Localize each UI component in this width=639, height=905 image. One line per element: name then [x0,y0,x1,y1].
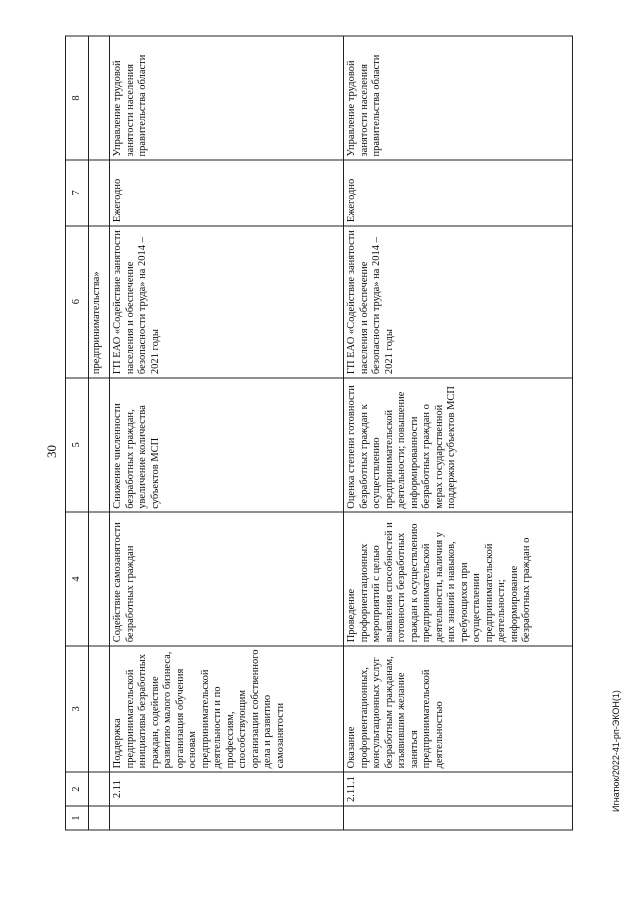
responsible: Управление трудовой занятости населения правительства области [110,36,344,160]
period: Ежегодно [110,160,344,226]
row-number: 2.11 [110,772,344,806]
table-row [110,36,344,830]
measure-content: Проведение профориентационных мероприятий с целью выявления способностей и готовности безработных граждан к осуществлению предпринимательской деятельности, наличия у них знаний и навыков, требующихся при осуществлении предпринимательской деятельности; информирование безработных граждан о [344,512,573,646]
period: Ежегодно [344,160,573,226]
cell [89,378,110,513]
header-col-2: 2 [66,772,89,806]
header-col-4: 4 [66,512,89,646]
row-cell-col1 [110,806,344,830]
measures-table-container [65,36,573,831]
measures-table [65,36,573,831]
measure-title: Оказание профориентационных, консультационных услуг безработным гражданам, изъявившим желание заняться предпринимательской деятельностью [344,646,573,772]
header-col-3: 3 [66,646,89,772]
continuation-row [89,36,110,830]
measure-title: Поддержка предпринимательской инициативы безработных граждан, содействие развитию малого бизнеса, организация обучения основам предпринимательской деятельности и по профессиям, способствующим организации собственного дела и развитию самозанятости [110,646,344,772]
table-row [344,36,573,830]
header-col-1: 1 [66,806,89,830]
cell [89,36,110,160]
funding-program: ГП ЕАО «Содействие занятости населения и обеспечение безопасности труда» на 2014 – 2021 годы [110,226,344,378]
cell [89,772,110,806]
responsible: Управление трудовой занятости населения правительства области [344,36,573,160]
cell [89,512,110,646]
cell [89,160,110,226]
expected-result: Снижение численности безработных граждан, увеличение количества субъектов МСП [110,378,344,513]
measure-content: Содействие самозанятости безработных граждан [110,512,344,646]
funding-program: ГП ЕАО «Содействие занятости населения и обеспечение безопасности труда» на 2014 – 2021 годы [344,226,573,378]
table-header-row [66,36,89,830]
page-number: 30 [44,445,59,459]
row-number: 2.11.1 [344,772,573,806]
document-footer-code: Игнатюк/2022-41-рп-ЭКОН(1) [611,690,621,812]
header-col-6: 6 [66,226,89,378]
expected-result: Оценка степени готовности безработных граждан к осуществлению предпринимательской деятельности; повышение информированности безработных граждан о мерах государственной поддержки субъектов МСП [344,378,573,513]
cell [89,806,110,830]
continuation-text: предпринимательства» [89,226,110,378]
header-col-7: 7 [66,160,89,226]
header-col-5: 5 [66,378,89,513]
row-cell-col1 [344,806,573,830]
header-col-8: 8 [66,36,89,160]
cell [89,646,110,772]
